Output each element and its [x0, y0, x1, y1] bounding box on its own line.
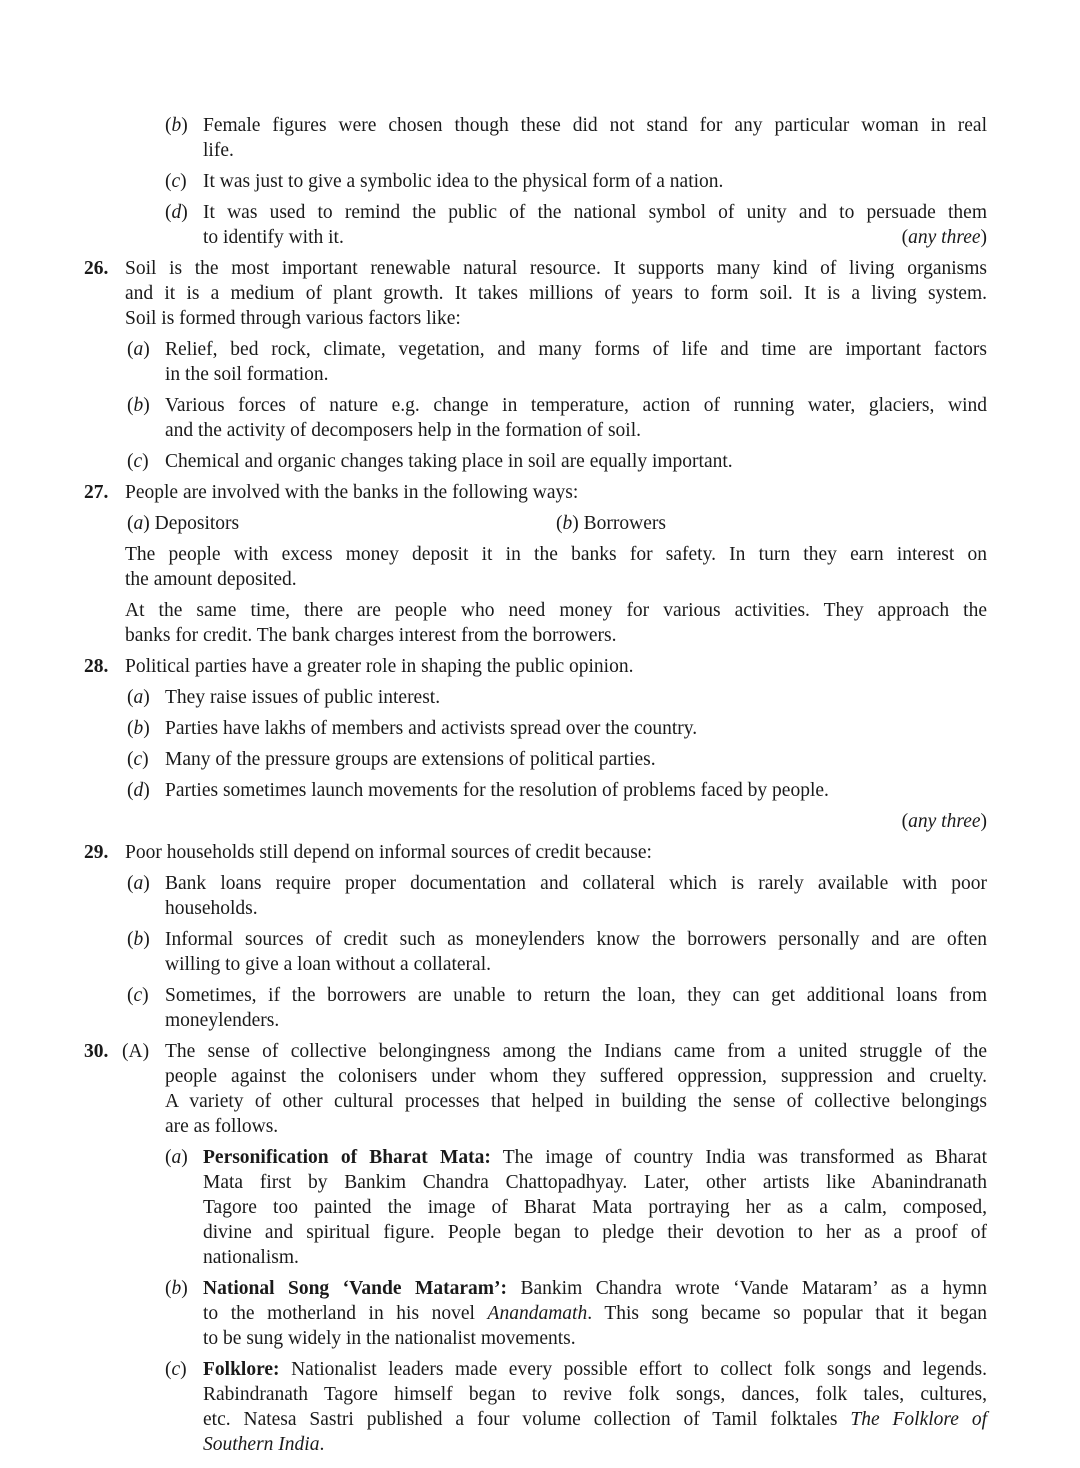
q30-line3: A variety of other cultural processes that helped in building the sense of collective belongings: [165, 1091, 987, 1112]
q25-item-b-label: (b): [165, 115, 188, 136]
book-title: The Folklore of: [850, 1409, 987, 1430]
q25-item-d: [165, 200, 987, 250]
q25-any-three-note: (any three): [901, 227, 987, 248]
q28-item-d-label: (d): [127, 780, 150, 801]
q26-item-a: [127, 337, 987, 387]
q30-item-b-line1: [203, 1276, 987, 1301]
q30-item-c-line3: [203, 1407, 987, 1432]
novel-title: Anandamath: [487, 1303, 588, 1324]
q30-item-b-line2: [203, 1301, 987, 1326]
q25-item-c-line1: It was just to give a symbolic idea to the physical form of a nation.: [203, 171, 724, 192]
q27-option-b: (b) Borrowers: [556, 513, 666, 534]
q25-item-c: [165, 169, 987, 194]
q30-item-c-line1: [203, 1357, 987, 1382]
q26-item-b-line1: Various forces of nature e.g. change in temperature, action of running water, glaciers, wind: [165, 395, 987, 416]
q26-item-b-label: (b): [127, 395, 150, 416]
q29-item-b-line2: willing to give a loan without a collateral.: [165, 954, 491, 975]
q28-item-b-text: Parties have lakhs of members and activists spread over the country.: [165, 718, 698, 739]
label-letter: b: [133, 929, 144, 950]
note-text: any three: [908, 227, 981, 248]
q29-item-a-label: (a): [127, 873, 150, 894]
q29-item-c-line1: Sometimes, if the borrowers are unable to return the loan, they can get additional loans from: [165, 985, 987, 1006]
option-text: Depositors: [154, 513, 240, 534]
item-text: . This song became so popular that it began: [587, 1303, 987, 1324]
question-number: 28.: [84, 656, 109, 677]
q26-item-c-label: (c): [127, 451, 149, 472]
question-26: [0, 256, 1080, 331]
q29-item-c-line2: moneylenders.: [165, 1010, 280, 1031]
label-letter: c: [133, 985, 143, 1006]
q30-item-a: [165, 1145, 987, 1270]
q28-line1: Political parties have a greater role in shaping the public opinion.: [125, 656, 634, 677]
q28-item-c-label: (c): [127, 749, 149, 770]
label-letter: b: [133, 395, 144, 416]
label-letter: c: [133, 749, 143, 770]
q27-p1-line1: The people with excess money deposit it in the banks for safety. In turn they earn interest on: [125, 544, 987, 565]
q29-item-c: [127, 983, 987, 1033]
label-letter: b: [562, 513, 573, 534]
label-letter: b: [133, 718, 144, 739]
q27-paragraph-1: [125, 542, 987, 592]
question-28: [0, 654, 1080, 679]
q30-item-a-line3: Tagore too painted the image of Bharat Mata portraying her as a calm, composed,: [203, 1197, 987, 1218]
item-text: Nationalist leaders made every possible effort to collect folk songs and legends.: [279, 1359, 987, 1380]
q30-line4: are as follows.: [165, 1116, 279, 1137]
question-27: [0, 480, 1080, 505]
q25-item-d-line2-text: to identify with it.: [203, 227, 344, 248]
q30-item-c: [165, 1357, 987, 1457]
item-title: Folklore:: [203, 1359, 280, 1380]
q30-item-a-line5: nationalism.: [203, 1247, 299, 1268]
q30-item-b-label: (b): [165, 1278, 188, 1299]
q30-item-a-line1: [203, 1145, 987, 1170]
q28-item-c-text: Many of the pressure groups are extensions of political parties.: [165, 749, 656, 770]
label-letter: b: [171, 115, 182, 136]
label-letter: a: [133, 339, 144, 360]
q29-line1: Poor households still depend on informal sources of credit because:: [125, 842, 652, 863]
q25-item-b: [165, 113, 987, 163]
item-title: National Song ‘Vande Mataram’:: [203, 1278, 508, 1299]
q30-item-c-label: (c): [165, 1359, 187, 1380]
question-29: [0, 840, 1080, 865]
item-text: .: [319, 1434, 325, 1455]
item-text: etc. Natesa Sastri published a four volume collection of Tamil folktales: [203, 1409, 851, 1430]
q29-item-a-line1: Bank loans require proper documentation and collateral which is rarely available with poor: [165, 873, 987, 894]
label-letter: a: [133, 687, 144, 708]
question-number: 27.: [84, 482, 109, 503]
q30-item-b-line3: to be sung widely in the nationalist movements.: [203, 1328, 576, 1349]
answer-page: [0, 113, 1080, 1463]
label-letter: a: [133, 873, 144, 894]
item-text: to the motherland in his novel: [203, 1303, 488, 1324]
q27-options: [0, 511, 1080, 536]
question-30: [84, 1039, 987, 1139]
q28-item-a: [127, 685, 987, 710]
q26-item-a-line2: in the soil formation.: [165, 364, 329, 385]
q25-item-b-line2: life.: [203, 140, 234, 161]
q29-item-a: [127, 871, 987, 921]
q27-p1-line2: the amount deposited.: [125, 569, 297, 590]
q30-item-c-line2: Rabindranath Tagore himself began to revive folk songs, dances, folk tales, cultures,: [203, 1384, 987, 1405]
q26-line3: Soil is formed through various factors like:: [125, 308, 461, 329]
label-letter: a: [133, 513, 144, 534]
item-title: Personification of Bharat Mata:: [203, 1147, 491, 1168]
label-letter: d: [133, 780, 144, 801]
label-letter: c: [171, 1359, 181, 1380]
q30-line1: The sense of collective belongingness among the Indians came from a united struggle of the: [165, 1041, 987, 1062]
q27-paragraph-2: [125, 598, 987, 648]
label-letter: d: [171, 202, 182, 223]
q29-item-c-label: (c): [127, 985, 149, 1006]
item-text: The image of country India was transformed as Bharat: [490, 1147, 987, 1168]
q30-item-a-line2: Mata first by Bankim Chandra Chattopadhyay. Later, other artists like Abanindranath: [203, 1172, 987, 1193]
option-text: Borrowers: [583, 513, 666, 534]
book-title: Southern India: [203, 1434, 320, 1455]
q28-item-c: [127, 747, 987, 772]
question-number: 30.: [84, 1041, 109, 1062]
q27-p2-line2: banks for credit. The bank charges interest from the borrowers.: [125, 625, 617, 646]
q26-item-a-line1: Relief, bed rock, climate, vegetation, and many forms of life and time are important factors: [165, 339, 987, 360]
q26-line1: Soil is the most important renewable natural resource. It supports many kind of living organisms: [125, 258, 987, 279]
q27-line1: People are involved with the banks in the following ways:: [125, 482, 579, 503]
label-letter: c: [171, 171, 181, 192]
q30-item-c-line4: [203, 1432, 987, 1457]
q26-item-b-line2: and the activity of decomposers help in the formation of soil.: [165, 420, 642, 441]
label-letter: b: [171, 1278, 182, 1299]
q29-item-a-line2: households.: [165, 898, 258, 919]
q29-item-b: [127, 927, 987, 977]
q28-item-a-label: (a): [127, 687, 150, 708]
q30-part-label: (A): [122, 1041, 150, 1062]
question-number: 26.: [84, 258, 109, 279]
q26-item-c: [127, 449, 987, 474]
q28-item-a-text: They raise issues of public interest.: [165, 687, 441, 708]
q26-line2: and it is a medium of plant growth. It takes millions of years to form soil. It is a living system.: [125, 283, 987, 304]
note-text: any three: [908, 811, 981, 832]
q30-line2: people against the colonisers under whom they suffered oppression, suppression and cruelty.: [165, 1066, 987, 1087]
q28-any-three-note: (any three): [901, 811, 987, 832]
q28-item-b-label: (b): [127, 718, 150, 739]
question-number: 29.: [84, 842, 109, 863]
q28-item-d: [127, 778, 987, 803]
q27-option-a: (a) Depositors: [127, 513, 240, 534]
q28-item-b: [127, 716, 987, 741]
q30-item-a-line4: divine and spiritual figure. People began to pledge their devotion to her as a proof of: [203, 1222, 987, 1243]
q29-item-b-line1: Informal sources of credit such as moneylenders know the borrowers personally and are often: [165, 929, 987, 950]
q28-item-d-text: Parties sometimes launch movements for the resolution of problems faced by people.: [165, 780, 829, 801]
item-text: Bankim Chandra wrote ‘Vande Mataram’ as a hymn: [507, 1278, 987, 1299]
label-letter: a: [171, 1147, 182, 1168]
q30-item-a-label: (a): [165, 1147, 188, 1168]
q25-item-d-line1: It was used to remind the public of the national symbol of unity and to persuade them: [203, 202, 987, 223]
q25-item-b-line1: Female figures were chosen though these did not stand for any particular woman in real: [203, 115, 987, 136]
label-letter: c: [133, 451, 143, 472]
q25-item-d-line2: [203, 225, 987, 250]
q25-item-c-label: (c): [165, 171, 187, 192]
q26-item-a-label: (a): [127, 339, 150, 360]
q29-item-b-label: (b): [127, 929, 150, 950]
q30-item-b: [165, 1276, 987, 1351]
q27-p2-line1: At the same time, there are people who need money for various activities. They approach the: [125, 600, 987, 621]
q26-item-c-line1: Chemical and organic changes taking place in soil are equally important.: [165, 451, 733, 472]
q25-item-d-label: (d): [165, 202, 188, 223]
q26-item-b: [127, 393, 987, 443]
